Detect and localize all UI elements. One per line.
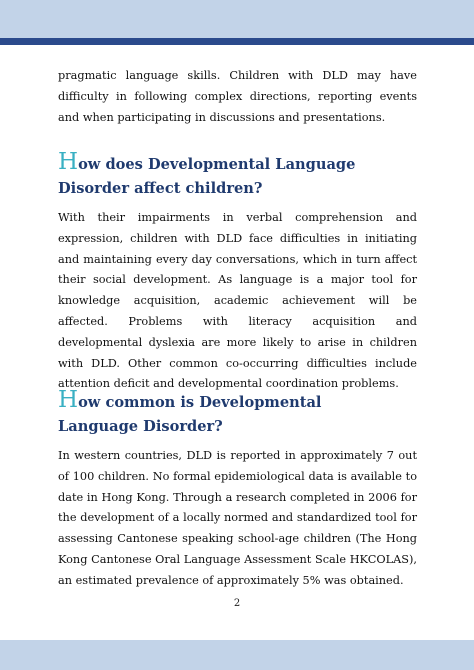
section-body-effects: With their impairments in verbal comprehension and expression, children with DLD face difficulties in initiating and maintaining every day conversations, which in turn affect their social development. As language is a major tool for knowledge acquisition, academic achievement will be affected. Problems with literacy acquisition and developmental dyslexia are more likely to arise in children with DLD. Other common co-occurring difficulties include attention deficit and developmental coordination problems. [58, 211, 417, 391]
header-rule [0, 38, 474, 45]
intro-paragraph: pragmatic language skills. Children with DLD may have difficulty in following complex directions, reporting events and when participating in discussions and presentations. [58, 69, 417, 124]
section-body-prevalence: In western countries, DLD is reported in approximately 7 out of 100 children. No formal epidemiological data is available to date in Hong Kong. Through a research completed in 2006 for the development of a locally normed and standardized tool for assessing Cantonese speaking school-age children (The Hong Kong Cantonese Oral Language Assessment Scale HKCOLAS), an estimated prevalence of approximately 5% was obtained. [58, 449, 417, 587]
heading-initial: H [58, 387, 79, 413]
section-heading-effects [58, 150, 398, 201]
heading-text: ow common is Developmental Language Disorder? [58, 394, 322, 435]
heading-text: ow does Developmental Language Disorder affect children? [58, 156, 356, 197]
footer-band [0, 640, 474, 670]
heading-initial: H [58, 149, 79, 175]
page-number: 2 [233, 598, 241, 609]
section-heading-prevalence [58, 388, 358, 439]
header-band [0, 0, 474, 38]
